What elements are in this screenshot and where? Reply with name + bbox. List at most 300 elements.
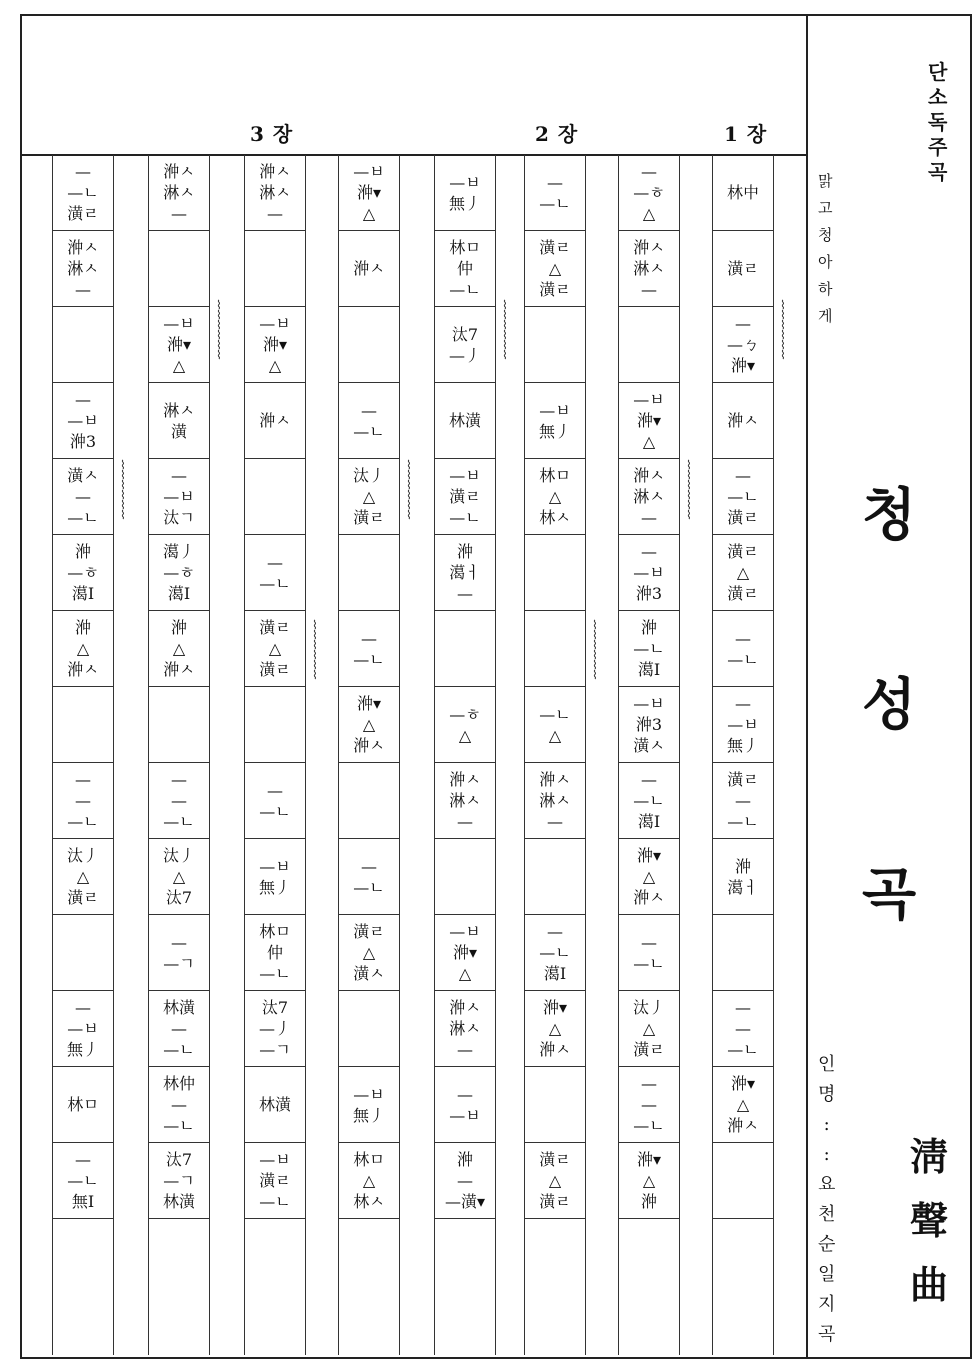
notation-symbol: —ㅂ xyxy=(539,400,571,420)
notation-symbol: 㳞ㅅ xyxy=(633,466,665,485)
notation-symbol: 林ㅅ xyxy=(353,1192,385,1211)
notation-symbol: 㵧I xyxy=(167,584,191,603)
score-cell xyxy=(149,307,209,383)
notation-symbol: —ㄱ xyxy=(259,1040,291,1059)
notation-symbol: — xyxy=(641,162,657,181)
notation-symbol: 㳞3 xyxy=(69,432,97,451)
score-cell xyxy=(149,991,209,1067)
notation-symbol: — xyxy=(75,487,91,506)
notation-symbol: 潢ㄹ xyxy=(259,1171,291,1190)
notation-symbol: —ㄴ xyxy=(67,508,99,527)
notation-symbol: —ㅎ xyxy=(633,183,665,202)
score-cell xyxy=(149,839,209,915)
notation-symbol: 潢ㄹ xyxy=(259,618,291,637)
score-column xyxy=(52,155,114,1355)
notation-symbol: 汰ㄱ xyxy=(163,508,195,527)
notation-symbol: —ㄴ xyxy=(67,183,99,202)
notation-symbol: 㳞▾ xyxy=(636,846,662,865)
notation-symbol: — xyxy=(547,922,563,941)
score-cell xyxy=(619,383,679,459)
score-cell xyxy=(53,991,113,1067)
score-cell xyxy=(619,915,679,991)
notation-symbol: — xyxy=(171,1019,187,1038)
notation-symbol: 㳞ㅅ xyxy=(353,259,385,278)
genre-char: 소 xyxy=(928,85,948,109)
notation-symbol: —ㅂ xyxy=(449,1105,481,1125)
notation-symbol: 潢ㄹ xyxy=(67,888,99,907)
notation-symbol: 㳞▾ xyxy=(636,1150,662,1169)
score-cell xyxy=(53,1067,113,1143)
notation-symbol: —ㄴ xyxy=(727,1040,759,1059)
notation-symbol: 㳞3 xyxy=(635,715,663,734)
notation-symbol: 潢ㄹ xyxy=(449,487,481,506)
score-cell xyxy=(713,1143,773,1219)
notation-symbol: — xyxy=(735,694,751,713)
notation-symbol: 㳞▾ xyxy=(166,335,192,354)
score-cell xyxy=(525,459,585,535)
notation-symbol: 㳞ㅅ xyxy=(633,888,665,907)
score-cell xyxy=(149,763,209,839)
score-cell xyxy=(149,687,209,763)
notation-symbol: —丿 xyxy=(258,1019,291,1038)
notation-symbol: 㵧I xyxy=(71,584,95,603)
notation-symbol: 㳞 xyxy=(74,618,91,637)
score-cell xyxy=(435,763,495,839)
score-cell xyxy=(713,915,773,991)
tempo-char: 고 xyxy=(818,199,833,217)
score-cell xyxy=(435,535,495,611)
notation-symbol: 㳞ㅅ xyxy=(539,770,571,789)
score-cell xyxy=(435,383,495,459)
notation-symbol: △ xyxy=(362,204,376,223)
score-cell xyxy=(149,231,209,307)
notation-symbol: —潢▾ xyxy=(444,1192,486,1211)
score-cell xyxy=(619,535,679,611)
notation-symbol: 林ㅁ xyxy=(449,238,481,257)
notation-symbol: 㵧ㅓ xyxy=(727,877,759,897)
notation-symbol: △ xyxy=(548,725,562,745)
score-cell xyxy=(619,155,679,231)
credit-char: 순 xyxy=(818,1234,836,1255)
notation-symbol: —ㅎ xyxy=(449,704,481,724)
score-cell xyxy=(713,383,773,459)
notation-symbol: — xyxy=(457,1084,473,1104)
score-cell xyxy=(435,155,495,231)
score-cell xyxy=(53,687,113,763)
notation-symbol: — xyxy=(75,1150,91,1169)
notation-symbol: —ㄴ xyxy=(259,964,291,983)
notation-symbol: 淋ㅅ xyxy=(449,791,481,810)
notation-symbol: 潢ㅅ xyxy=(633,736,665,755)
notation-symbol: 林仲 xyxy=(162,1074,195,1093)
genre-char: 단 xyxy=(928,60,948,84)
score-cell xyxy=(339,687,399,763)
notation-symbol: —ㄴ xyxy=(449,280,481,299)
score-cell xyxy=(245,763,305,839)
notation-symbol: —ㅂ xyxy=(633,694,665,713)
score-cell xyxy=(53,155,113,231)
score-cell xyxy=(525,611,585,687)
notation-symbol: △ xyxy=(172,356,186,375)
notation-symbol: △ xyxy=(268,639,282,658)
notation-symbol: — xyxy=(641,1095,657,1114)
notation-symbol: △ xyxy=(642,1019,656,1038)
notation-symbol: 汰丿 xyxy=(632,998,665,1017)
notation-symbol: —ㄴ xyxy=(539,704,571,724)
score-cell xyxy=(435,611,495,687)
score-cell xyxy=(525,231,585,307)
notation-symbol: —ㄴ xyxy=(259,573,291,593)
notation-symbol: —ㄴ xyxy=(633,639,665,658)
notation-symbol: △ xyxy=(642,432,656,451)
score-cell xyxy=(619,763,679,839)
score-column xyxy=(524,155,586,1355)
score-cell xyxy=(713,459,773,535)
score-cell xyxy=(525,535,585,611)
notation-symbol: —ㄴ xyxy=(259,801,291,821)
notation-symbol: 㳞3 xyxy=(635,584,663,603)
notation-symbol: 汰丿 xyxy=(352,466,385,485)
score-cell xyxy=(619,611,679,687)
notation-symbol: —ㄴ xyxy=(67,812,99,831)
notation-symbol: △ xyxy=(736,563,750,582)
notation-symbol: 㳞▾ xyxy=(636,411,662,430)
notation-symbol: 㳞ㅅ xyxy=(163,660,195,679)
notation-symbol: 仲 xyxy=(456,259,473,278)
notation-symbol: △ xyxy=(362,1171,376,1190)
notation-symbol: 汰7 xyxy=(451,324,479,344)
notation-symbol: —ㅂ xyxy=(163,314,195,333)
score-cell xyxy=(435,231,495,307)
notation-symbol: 林㆗ xyxy=(726,183,759,202)
hanja-char: 聲 xyxy=(910,1198,949,1243)
notation-symbol: — xyxy=(171,204,187,223)
score-cell xyxy=(339,383,399,459)
score-cell xyxy=(245,991,305,1067)
notation-symbol: △ xyxy=(362,487,376,506)
notation-symbol: 淋ㅅ xyxy=(449,1019,481,1038)
score-cell xyxy=(713,535,773,611)
notation-symbol: —ㅎ xyxy=(67,563,99,582)
score-cell xyxy=(339,991,399,1067)
score-cell xyxy=(525,915,585,991)
notation-symbol: 林ㅁ xyxy=(67,1095,99,1114)
notation-symbol: 潢ㄹ xyxy=(727,542,759,561)
notation-symbol: — xyxy=(171,791,187,810)
notation-symbol: 㳞ㅅ xyxy=(727,1116,759,1135)
score-cell xyxy=(339,839,399,915)
notation-symbol: —ㅂ xyxy=(259,314,291,333)
score-cell xyxy=(245,155,305,231)
vibrato-mark-icon: ⌇ ⌇ ⌇ ⌇ ⌇ ⌇ xyxy=(502,298,508,362)
notation-symbol: 㳞▾ xyxy=(730,1074,756,1093)
notation-symbol: 汰丿 xyxy=(66,846,99,865)
notation-symbol: —ㅎ xyxy=(163,563,195,582)
notation-symbol: 無丿 xyxy=(66,1040,99,1059)
score-cell xyxy=(713,687,773,763)
notation-symbol: △ xyxy=(736,1095,750,1114)
notation-symbol: 㵧丿 xyxy=(162,542,195,561)
notation-symbol: 淋ㅅ xyxy=(67,259,99,278)
score-cell xyxy=(53,535,113,611)
notation-symbol: —ㄴ xyxy=(449,508,481,527)
score-cell xyxy=(245,459,305,535)
score-column xyxy=(618,155,680,1355)
score-cell xyxy=(339,231,399,307)
notation-symbol: —ㅂ xyxy=(353,162,385,181)
score-cell xyxy=(339,1067,399,1143)
notation-symbol: —ㄴ xyxy=(353,649,385,669)
notation-symbol: 㳞▾ xyxy=(262,335,288,354)
notation-symbol: △ xyxy=(172,867,186,886)
notation-symbol: — xyxy=(75,791,91,810)
notation-symbol: —ㄴ xyxy=(163,1116,195,1135)
score-cell xyxy=(149,383,209,459)
score-cell xyxy=(619,839,679,915)
notation-symbol: 潢ㄹ xyxy=(259,660,291,679)
notation-symbol: 潢ㅅ xyxy=(67,466,99,485)
notation-symbol: △ xyxy=(76,639,90,658)
score-cell xyxy=(435,1143,495,1219)
score-column xyxy=(148,155,210,1355)
notation-symbol: 林潢 xyxy=(448,411,481,430)
notation-symbol: 㳞ㅅ xyxy=(353,736,385,755)
score-cell xyxy=(339,307,399,383)
credit-char: 일 xyxy=(818,1264,836,1285)
score-cell xyxy=(525,155,585,231)
score-cell xyxy=(245,535,305,611)
notation-symbol: 無丿 xyxy=(538,421,571,441)
score-cell xyxy=(53,763,113,839)
notation-symbol: 㳞ㅅ xyxy=(449,770,481,789)
notation-symbol: 㳞ㅅ xyxy=(67,238,99,257)
score-cell xyxy=(339,611,399,687)
notation-symbol: — xyxy=(171,466,187,485)
score-cell xyxy=(525,383,585,459)
title-char: 청 xyxy=(862,482,917,548)
score-cell xyxy=(619,459,679,535)
notation-symbol: 林潢 xyxy=(258,1095,291,1114)
hanja-char: 曲 xyxy=(910,1262,949,1307)
notation-symbol: △ xyxy=(76,867,90,886)
score-cell xyxy=(619,231,679,307)
score-column xyxy=(244,155,306,1355)
notation-symbol: — xyxy=(457,1171,473,1190)
notation-symbol: —ㄴ xyxy=(353,421,385,441)
score-cell xyxy=(713,839,773,915)
score-cell xyxy=(149,611,209,687)
notation-symbol: —ㅂ xyxy=(353,1084,385,1104)
notation-symbol: 林潢 xyxy=(162,998,195,1017)
notation-symbol: 㳞ㅅ xyxy=(67,660,99,679)
notation-symbol: —ㅂ xyxy=(163,487,195,506)
score-cell xyxy=(339,1143,399,1219)
notation-symbol: 㵧I xyxy=(637,812,661,831)
notation-symbol: —ㄴ xyxy=(539,943,571,962)
notation-symbol: △ xyxy=(172,639,186,658)
credit-char: 지 xyxy=(818,1294,836,1315)
score-cell xyxy=(245,307,305,383)
notation-symbol: 㵧I xyxy=(543,964,567,983)
score-cell xyxy=(339,915,399,991)
notation-symbol: 㳞 xyxy=(640,1192,657,1211)
notation-symbol: 㳞▾ xyxy=(452,943,478,962)
notation-symbol: 㳞▾ xyxy=(356,694,382,713)
notation-symbol: — xyxy=(457,812,473,831)
notation-symbol: 㳞ㅅ xyxy=(633,238,665,257)
score-cell xyxy=(619,687,679,763)
notation-symbol: 㳞ㅅ xyxy=(449,998,481,1017)
score-cell xyxy=(53,383,113,459)
notation-symbol: — xyxy=(171,932,187,952)
notation-symbol: — xyxy=(641,542,657,561)
score-cell xyxy=(245,1143,305,1219)
notation-symbol: △ xyxy=(548,487,562,506)
notation-symbol: △ xyxy=(362,715,376,734)
score-column xyxy=(434,155,496,1355)
notation-symbol: 㳞 xyxy=(734,856,751,876)
notation-symbol: — xyxy=(361,628,377,648)
score-cell xyxy=(525,307,585,383)
score-cell xyxy=(619,1067,679,1143)
score-cell xyxy=(53,307,113,383)
score-column xyxy=(712,155,774,1355)
score-cell xyxy=(53,839,113,915)
vibrato-mark-icon: ⌇ ⌇ ⌇ ⌇ ⌇ ⌇ xyxy=(216,298,222,362)
score-cell xyxy=(619,307,679,383)
notation-symbol: 潢ㄹ xyxy=(539,280,571,299)
notation-symbol: — xyxy=(641,1074,657,1093)
notation-symbol: — xyxy=(267,780,283,800)
notation-symbol: 㳞ㅅ xyxy=(259,162,291,181)
notation-symbol: 林ㅁ xyxy=(353,1150,385,1169)
title-char: 성 xyxy=(862,672,917,738)
score-cell xyxy=(713,611,773,687)
notation-symbol: △ xyxy=(458,725,472,745)
notation-symbol: 㵧ㅓ xyxy=(449,563,481,582)
notation-symbol: —ㄴ xyxy=(633,791,665,810)
notation-symbol: 㳞▾ xyxy=(356,183,382,202)
score-cell xyxy=(339,155,399,231)
notation-symbol: — xyxy=(735,466,751,485)
notation-symbol: △ xyxy=(642,1171,656,1190)
score-cell xyxy=(245,231,305,307)
notation-symbol: 無丿 xyxy=(258,877,291,897)
vibrato-mark-icon: ⌇ ⌇ ⌇ ⌇ ⌇ ⌇ xyxy=(312,618,318,682)
credit-char: 천 xyxy=(818,1204,836,1225)
piece-title xyxy=(862,420,916,990)
score-cell xyxy=(53,459,113,535)
piece-title-hanja xyxy=(910,1125,948,1317)
notation-symbol: —ㄴ xyxy=(67,1171,99,1190)
composer-credit xyxy=(818,1050,835,1350)
notation-symbol: 㳞▾ xyxy=(542,998,568,1017)
notation-symbol: —ㅂ xyxy=(727,715,759,734)
score-cell xyxy=(435,991,495,1067)
notation-symbol: —ㄴ xyxy=(163,812,195,831)
notation-symbol: △ xyxy=(642,867,656,886)
genre-char: 곡 xyxy=(928,160,948,184)
section-label-1: 1 장 xyxy=(724,122,768,146)
notation-symbol: — xyxy=(735,314,751,333)
score-cell xyxy=(525,687,585,763)
notation-symbol: — xyxy=(267,204,283,223)
score-cell xyxy=(149,459,209,535)
tempo-marking xyxy=(818,168,833,330)
notation-symbol: —ㄴ xyxy=(633,953,665,973)
notation-symbol: —ㄴ xyxy=(353,877,385,897)
notation-symbol: —ㅂ xyxy=(67,1019,99,1038)
vibrato-mark-icon: ⌇ ⌇ ⌇ ⌇ ⌇ ⌇ xyxy=(120,458,126,522)
notation-symbol: — xyxy=(75,770,91,789)
notation-symbol: 潢ㄹ xyxy=(727,584,759,603)
tempo-char: 청 xyxy=(818,226,833,244)
notation-symbol: —ㅂ xyxy=(259,1150,291,1169)
notation-symbol: —ㅂ xyxy=(449,922,481,941)
notation-symbol: — xyxy=(641,770,657,789)
notation-symbol: △ xyxy=(548,1171,562,1190)
notation-symbol: 無丿 xyxy=(726,736,759,755)
score-cell xyxy=(53,1143,113,1219)
notation-symbol: 無I xyxy=(71,1192,95,1211)
notation-symbol: 汰7 xyxy=(165,1150,193,1169)
notation-symbol: 潢ㄹ xyxy=(539,1192,571,1211)
notation-symbol: 淋ㅅ xyxy=(163,400,195,420)
genre-char: 독 xyxy=(928,110,948,134)
score-cell xyxy=(435,915,495,991)
notation-symbol: 林ㅁ xyxy=(259,922,291,941)
notation-symbol: —ㄱ xyxy=(163,1171,195,1190)
score-cell xyxy=(149,915,209,991)
notation-symbol: — xyxy=(547,172,563,192)
notation-symbol: 潢ㅅ xyxy=(353,964,385,983)
score-cell xyxy=(149,535,209,611)
notation-symbol: 無丿 xyxy=(352,1105,385,1125)
notation-symbol: 林ㅅ xyxy=(539,508,571,527)
score-cell xyxy=(245,1067,305,1143)
score-cell xyxy=(713,1067,773,1143)
vibrato-mark-icon: ⌇ ⌇ ⌇ ⌇ ⌇ ⌇ xyxy=(592,618,598,682)
score-cell xyxy=(53,915,113,991)
score-column xyxy=(338,155,400,1355)
notation-symbol: 潢 xyxy=(170,421,187,441)
notation-symbol: 無丿 xyxy=(448,193,481,213)
notation-symbol: —ㄴ xyxy=(259,1192,291,1211)
notation-symbol: △ xyxy=(362,943,376,962)
notation-symbol: 淋ㅅ xyxy=(163,183,195,202)
score-cell xyxy=(245,687,305,763)
notation-symbol: — xyxy=(457,1040,473,1059)
notation-symbol: —ㄴ xyxy=(727,487,759,506)
notation-symbol: 潢ㄹ xyxy=(727,770,759,789)
notation-symbol: —ㄱ xyxy=(163,953,195,973)
notation-symbol: — xyxy=(75,280,91,299)
section-header-band xyxy=(22,16,808,156)
title-char: 곡 xyxy=(862,862,917,928)
notation-symbol: — xyxy=(735,1019,751,1038)
notation-symbol: △ xyxy=(548,1019,562,1038)
notation-symbol: — xyxy=(75,998,91,1017)
credit-char: 명 xyxy=(818,1084,836,1105)
score-cell xyxy=(525,1143,585,1219)
notation-symbol: —ㄴ xyxy=(539,193,571,213)
score-cell xyxy=(149,155,209,231)
notation-symbol: — xyxy=(75,162,91,181)
notation-symbol: △ xyxy=(268,356,282,375)
notation-symbol: 仲 xyxy=(266,943,283,962)
genre-char: 주 xyxy=(928,135,948,159)
tempo-char: 게 xyxy=(818,307,833,325)
